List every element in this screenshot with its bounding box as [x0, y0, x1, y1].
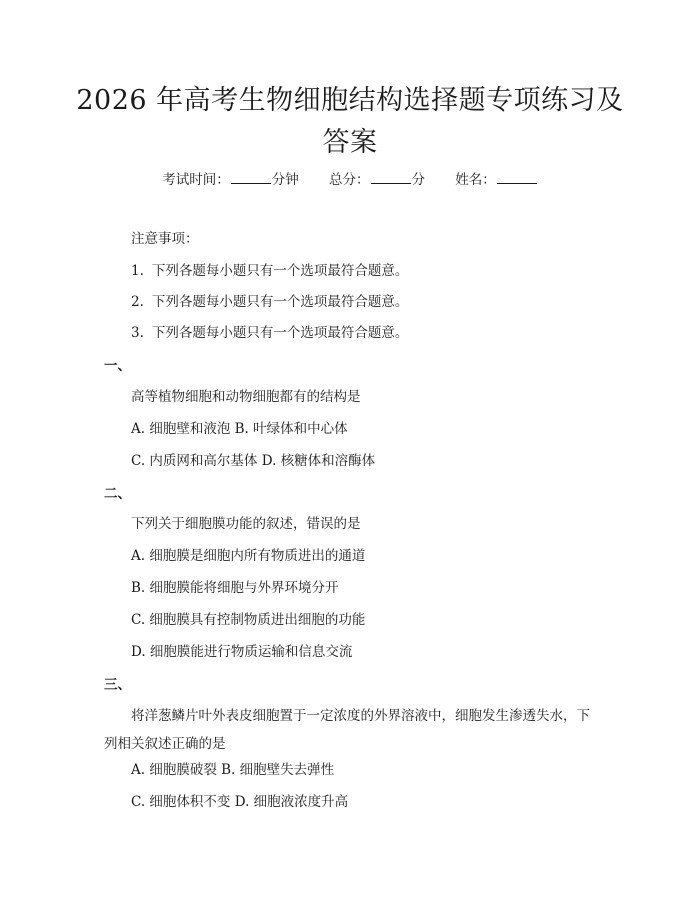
total-score-label: 总分： — [329, 172, 370, 188]
notice-item-number: 2. — [131, 294, 144, 310]
total-score-blank[interactable] — [371, 171, 411, 184]
total-score-field — [329, 168, 425, 188]
notice-item — [131, 292, 408, 312]
exam-time-field — [162, 168, 299, 188]
question-number: 二、 — [104, 486, 131, 502]
notice-item-number: 1. — [131, 263, 144, 279]
notice-item-number: 3. — [131, 325, 144, 341]
exam-time-label: 考试时间： — [162, 172, 230, 188]
answer-option[interactable]: C. 内质网和高尔基体 D. 核糖体和溶酶体 — [131, 453, 376, 469]
question-stem: 下列关于细胞膜功能的叙述，错误的是 — [131, 516, 361, 532]
question-stem: 将洋葱鳞片叶外表皮细胞置于一定浓度的外界溶液中，细胞发生渗透失水，下列相关叙述正确的是 — [104, 708, 590, 752]
answer-option[interactable]: D. 细胞膜能进行物质运输和信息交流 — [131, 644, 353, 660]
student-name-label: 姓名： — [455, 172, 496, 188]
answer-option[interactable]: A. 细胞壁和液泡 B. 叶绿体和中心体 — [131, 421, 348, 437]
notice-item — [131, 261, 408, 281]
exam-info-bar — [0, 168, 700, 188]
question-number: 三、 — [104, 677, 131, 693]
answer-option[interactable]: C. 细胞体积不变 D. 细胞液浓度升高 — [131, 794, 349, 810]
notice-item-text: 下列各题每小题只有一个选项最符合题意。 — [151, 263, 409, 279]
notice-heading: 注意事项： — [131, 231, 199, 247]
notice-item — [131, 323, 408, 343]
question-stem: 高等植物细胞和动物细胞都有的结构是 — [131, 389, 361, 405]
total-score-unit: 分 — [411, 172, 425, 188]
student-name-blank[interactable] — [497, 171, 537, 184]
exam-time-unit: 分钟 — [271, 172, 299, 188]
page-title: 2026 年高考生物细胞结构选择题专项练习及答案 — [76, 85, 624, 158]
notice-item-text: 下列各题每小题只有一个选项最符合题意。 — [151, 294, 409, 310]
answer-option[interactable]: A. 细胞膜破裂 B. 细胞壁失去弹性 — [131, 762, 335, 778]
exam-time-blank[interactable] — [231, 171, 271, 184]
notice-item-text: 下列各题每小题只有一个选项最符合题意。 — [151, 325, 409, 341]
student-name-field — [455, 168, 538, 188]
question-number: 一、 — [104, 358, 131, 374]
answer-option[interactable]: A. 细胞膜是细胞内所有物质进出的通道 — [131, 548, 366, 564]
answer-option[interactable]: C. 细胞膜具有控制物质进出细胞的功能 — [131, 612, 366, 628]
answer-option[interactable]: B. 细胞膜能将细胞与外界环境分开 — [131, 580, 339, 596]
